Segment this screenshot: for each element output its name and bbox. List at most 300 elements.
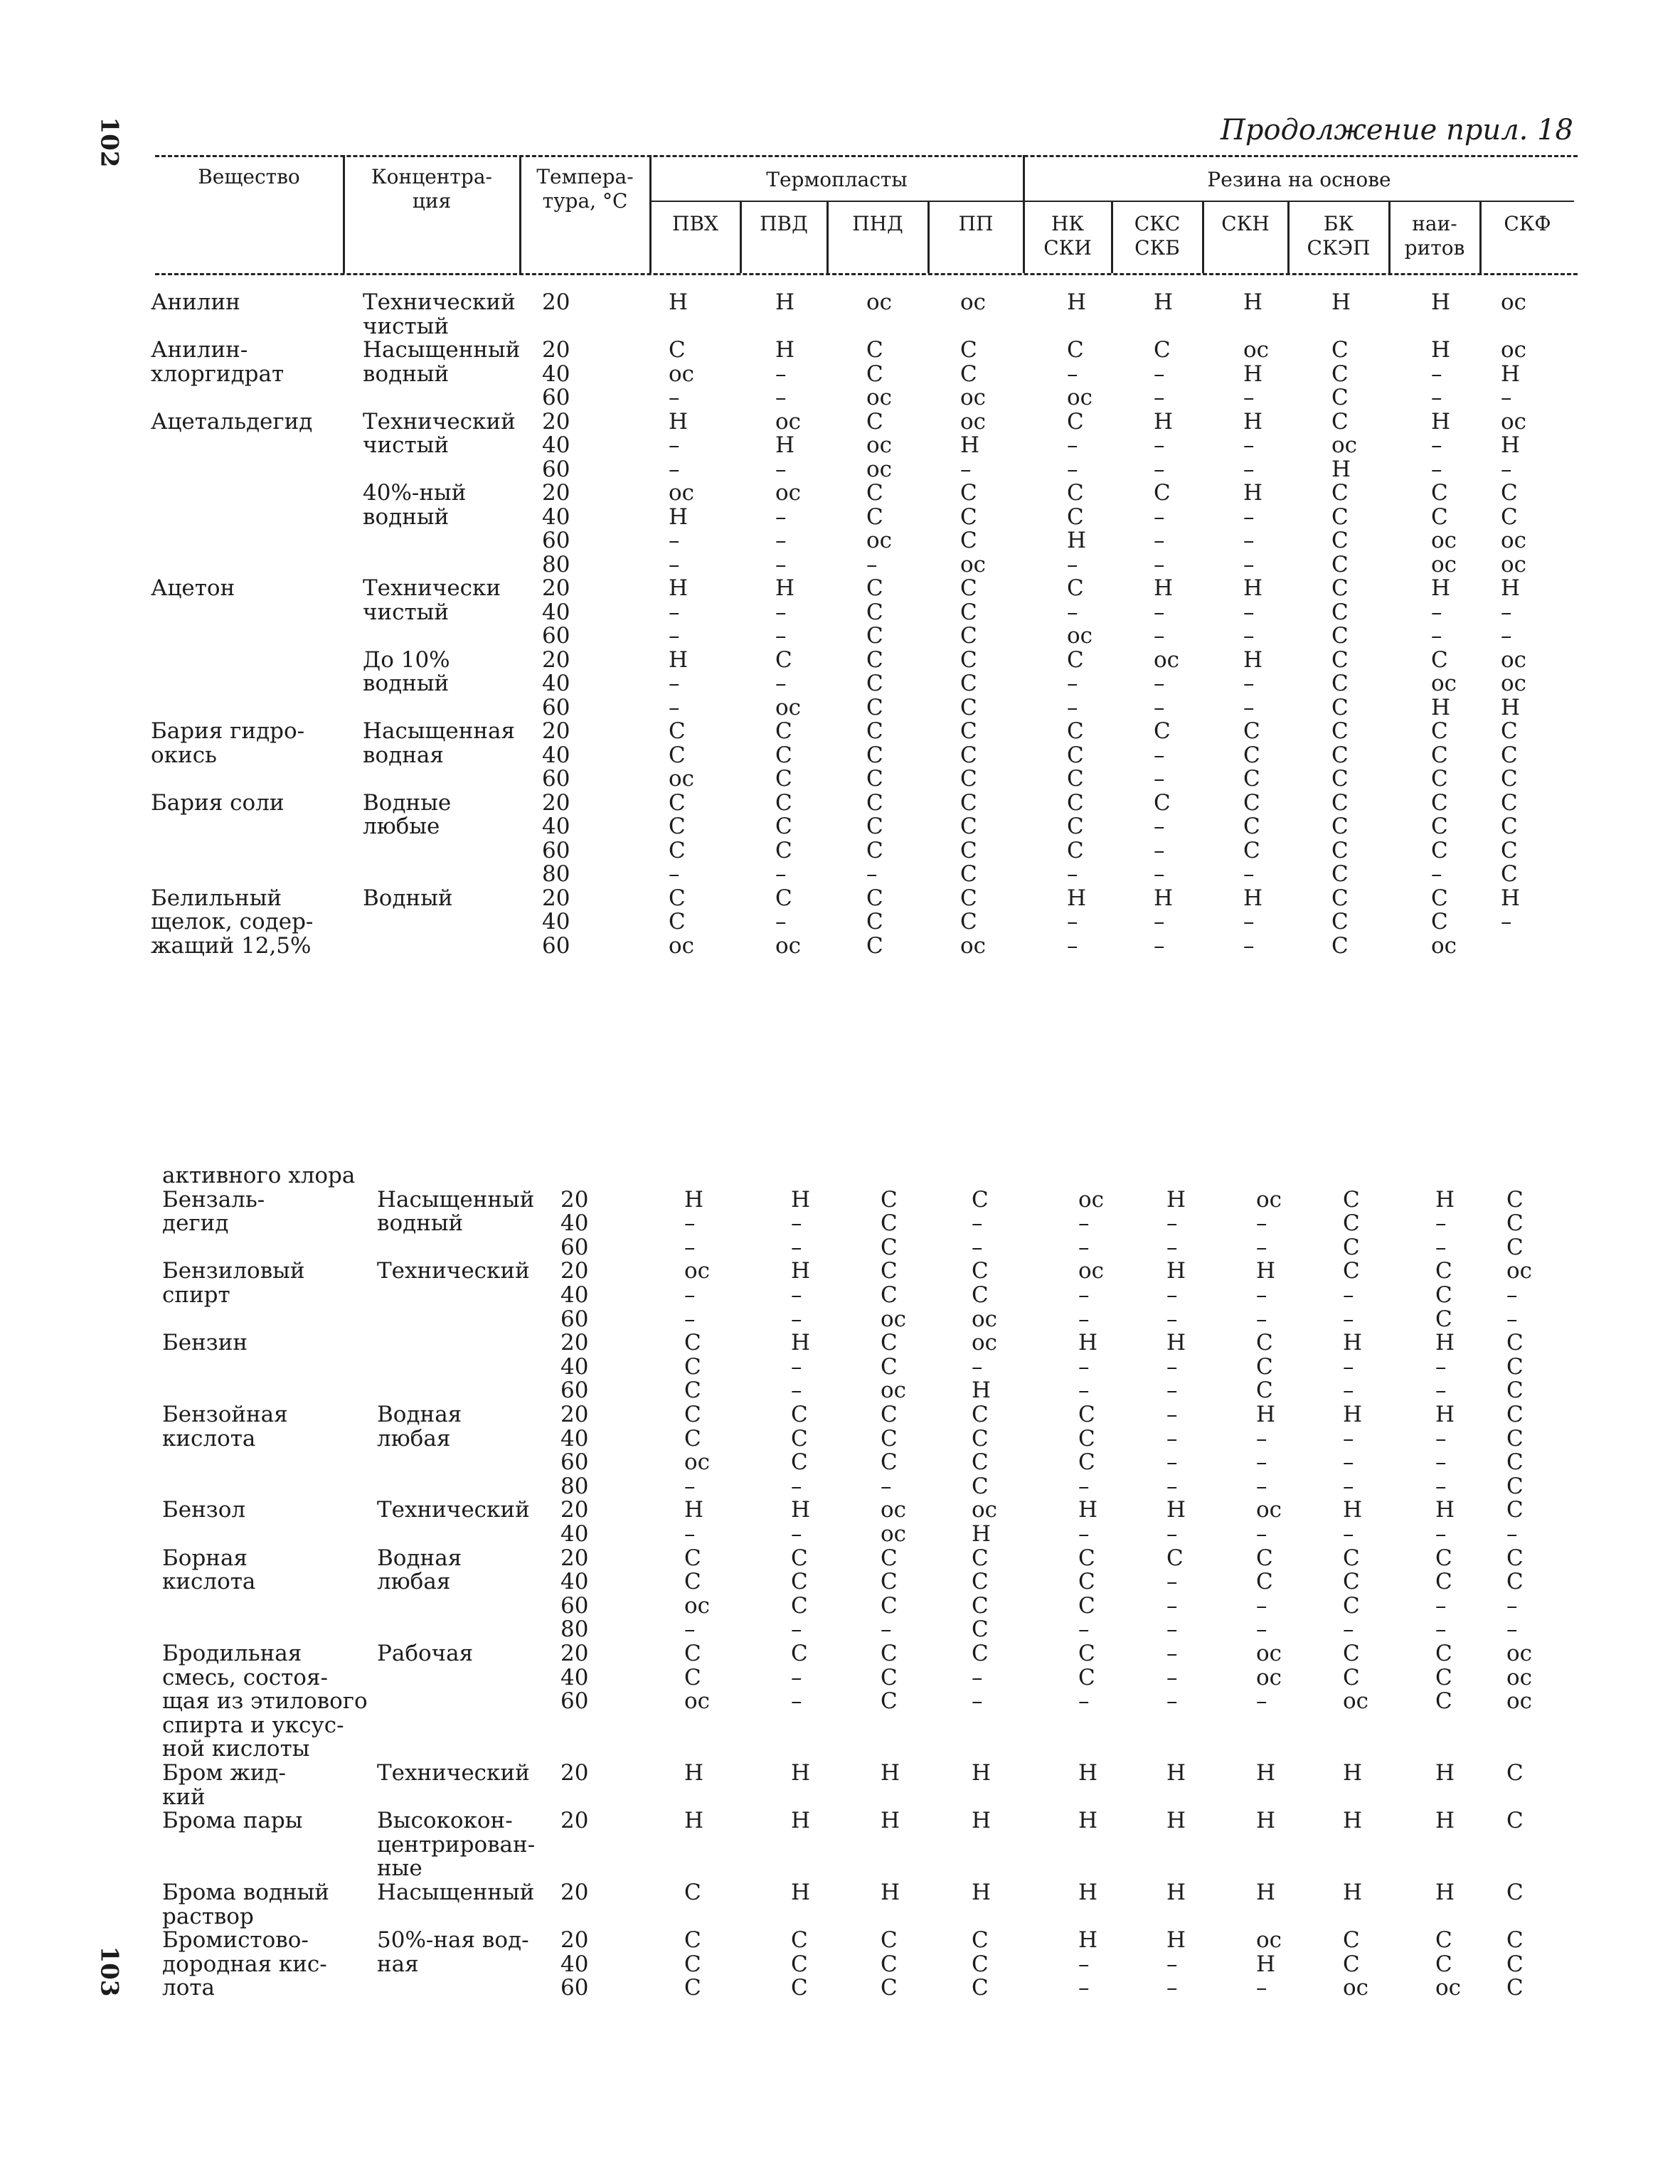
rating-cell: – <box>1067 932 1078 959</box>
rating-cell: С <box>775 742 792 768</box>
rating-cell: – <box>791 1306 802 1332</box>
table-row <box>0 1211 1680 1235</box>
concentration-cell: любая <box>377 1425 451 1451</box>
rating-cell: С <box>791 1592 808 1619</box>
rating-cell: С <box>669 885 686 911</box>
rating-cell: С <box>791 1569 808 1595</box>
rating-cell: – <box>1154 528 1165 553</box>
rating-cell: Н <box>881 1808 900 1834</box>
rating-cell: ос <box>1501 289 1527 315</box>
substance-cell: спирта и уксус- <box>162 1712 344 1738</box>
rating-cell: – <box>1343 1378 1354 1404</box>
rating-cell: С <box>960 623 977 649</box>
rating-cell: С <box>791 1402 808 1427</box>
rating-cell: С <box>1506 1951 1524 1977</box>
rating-cell: С <box>1243 742 1260 768</box>
header-bottom-rule <box>155 273 1578 275</box>
rating-cell: С <box>1506 1808 1524 1834</box>
rating-cell: ос <box>866 528 893 553</box>
rating-cell: С <box>775 718 792 744</box>
rating-cell: – <box>1166 1473 1178 1499</box>
table-row <box>0 1307 1680 1331</box>
rating-cell: – <box>684 1616 696 1643</box>
rating-cell: С <box>1331 575 1349 601</box>
substance-cell: Белильный <box>151 885 282 911</box>
substance-cell: кислота <box>162 1569 256 1595</box>
header-col-pvd: ПВД <box>760 212 808 235</box>
concentration-cell: Технически <box>363 575 501 601</box>
rating-cell: С <box>684 1927 701 1954</box>
rating-cell: – <box>1078 1688 1090 1715</box>
rating-cell: С <box>1154 480 1171 506</box>
rating-cell: С <box>1331 623 1349 649</box>
table-row <box>0 410 1680 434</box>
rating-cell: ос <box>881 1521 907 1547</box>
rating-cell: С <box>1501 742 1518 768</box>
rating-cell: – <box>1343 1306 1354 1332</box>
temperature-cell: 40 <box>542 361 570 387</box>
rating-cell: – <box>1166 1641 1178 1666</box>
rating-cell: – <box>1154 766 1165 792</box>
rating-cell: С <box>1256 1353 1273 1380</box>
substance-cell: активного хлора <box>162 1163 356 1188</box>
rating-cell: – <box>775 385 787 410</box>
substance-cell: Бродильная <box>162 1641 302 1666</box>
rating-cell: С <box>669 909 686 934</box>
rating-cell: С <box>1501 718 1518 744</box>
header-concentration: Концентра- ция <box>371 165 492 213</box>
rating-cell: – <box>972 1234 983 1260</box>
rating-cell: – <box>1343 1425 1354 1451</box>
table-row <box>0 1427 1680 1451</box>
rating-cell: Н <box>1166 1760 1186 1786</box>
rating-cell: Н <box>791 1186 811 1213</box>
rating-cell: С <box>1435 1951 1452 1977</box>
rating-cell: ос <box>1501 551 1527 577</box>
temperature-cell: 20 <box>542 575 570 601</box>
rating-cell: – <box>1154 551 1165 577</box>
rating-cell: С <box>1067 837 1084 863</box>
table-row <box>0 1905 1680 1929</box>
rating-cell: – <box>1166 1975 1178 2001</box>
rating-cell: С <box>1067 337 1084 363</box>
rating-cell: С <box>972 1425 989 1451</box>
rating-cell: С <box>1431 909 1448 934</box>
table-row <box>0 576 1680 600</box>
rating-cell: С <box>866 885 883 911</box>
temperature-cell: 40 <box>560 1210 589 1237</box>
rating-cell: С <box>1331 528 1349 553</box>
rating-cell: ос <box>1501 528 1527 553</box>
rating-cell: С <box>669 837 686 863</box>
rating-cell: – <box>1154 861 1165 887</box>
rating-cell: Н <box>1343 1880 1363 1905</box>
rating-cell: С <box>1331 361 1349 387</box>
temperature-cell: 40 <box>560 1951 589 1977</box>
table-row <box>0 1331 1680 1355</box>
substance-cell: щая из этилового <box>162 1688 368 1715</box>
rating-cell: – <box>1154 504 1165 530</box>
rating-cell: С <box>960 575 977 601</box>
rating-cell: С <box>791 1951 808 1977</box>
rating-cell: Н <box>1435 1808 1455 1834</box>
rating-cell: С <box>960 766 977 792</box>
rating-cell: Н <box>972 1880 991 1905</box>
rating-cell: С <box>1331 408 1349 435</box>
rating-cell: С <box>1331 885 1349 911</box>
rating-cell: Н <box>1166 1186 1186 1213</box>
rating-cell: – <box>1078 1210 1090 1237</box>
rating-cell: Н <box>1154 575 1174 601</box>
rating-cell: Н <box>1501 885 1521 911</box>
rating-cell: ос <box>669 932 695 959</box>
rating-cell: С <box>1435 1258 1452 1284</box>
concentration-cell: Водный <box>363 885 453 911</box>
rating-cell: – <box>669 528 680 553</box>
rating-cell: ос <box>1343 1688 1369 1715</box>
rating-cell: С <box>960 718 977 744</box>
rating-cell: ос <box>881 1306 907 1332</box>
rating-cell: Н <box>1435 1880 1455 1905</box>
rating-cell: С <box>881 1353 898 1380</box>
rating-cell: – <box>1078 1306 1090 1332</box>
rating-cell: Н <box>1435 1497 1455 1523</box>
rating-cell: С <box>1435 1927 1452 1954</box>
rating-cell: С <box>972 1402 989 1427</box>
substance-cell: Ацетальдегид <box>151 408 313 435</box>
rating-cell: Н <box>1343 1330 1363 1356</box>
rating-cell: – <box>1166 1569 1178 1595</box>
rating-cell: – <box>1506 1282 1518 1308</box>
rating-cell: С <box>972 1569 989 1595</box>
rating-cell: С <box>881 1688 898 1715</box>
rating-cell: – <box>791 1353 802 1380</box>
temperature-cell: 60 <box>542 623 570 649</box>
rating-cell: – <box>1166 1282 1178 1308</box>
rating-cell: – <box>1435 1521 1447 1547</box>
table-row <box>0 1809 1680 1833</box>
rating-cell: – <box>1154 909 1165 934</box>
table-row <box>0 1928 1680 1952</box>
rating-cell: – <box>775 861 787 887</box>
rating-cell: С <box>1343 1592 1360 1619</box>
rating-cell: – <box>1154 932 1165 959</box>
rating-cell: С <box>881 1330 898 1356</box>
rating-cell: С <box>1431 885 1448 911</box>
rating-cell: ос <box>1506 1641 1533 1666</box>
rating-cell: ос <box>684 1258 711 1284</box>
table-row <box>0 481 1680 505</box>
rating-cell: С <box>866 671 883 696</box>
rating-cell: – <box>1243 671 1255 696</box>
rating-cell: С <box>972 1258 989 1284</box>
rating-cell: С <box>775 814 792 839</box>
rating-cell: С <box>960 528 977 553</box>
rating-cell: С <box>775 885 792 911</box>
rating-cell: – <box>1256 1592 1267 1619</box>
rating-cell: ос <box>960 385 987 410</box>
rating-cell: С <box>1501 814 1518 839</box>
concentration-cell: Технический <box>377 1497 530 1523</box>
rating-cell: С <box>1506 1330 1524 1356</box>
rating-cell: – <box>684 1282 696 1308</box>
temperature-cell: 20 <box>560 1186 589 1213</box>
rating-cell: С <box>1067 408 1084 435</box>
rating-cell: – <box>1243 623 1255 649</box>
rating-cell: Н <box>1256 1402 1276 1427</box>
substance-cell: Бензаль- <box>162 1186 265 1213</box>
rating-cell: Н <box>1243 289 1263 315</box>
table-row <box>0 1474 1680 1498</box>
rating-cell: Н <box>881 1880 900 1905</box>
rating-cell: Н <box>684 1808 704 1834</box>
rating-cell: Н <box>775 289 795 315</box>
rating-cell: С <box>1067 480 1084 506</box>
table-row <box>0 1163 1680 1188</box>
rating-cell: С <box>960 361 977 387</box>
temperature-cell: 60 <box>560 1688 589 1715</box>
rating-cell: С <box>1078 1664 1095 1690</box>
rating-cell: Н <box>1243 480 1263 506</box>
concentration-cell: ная <box>377 1951 419 1977</box>
table-row <box>0 1761 1680 1785</box>
rating-cell: С <box>1154 337 1171 363</box>
rating-cell: – <box>791 1282 802 1308</box>
rating-cell: – <box>1243 909 1255 934</box>
rating-cell: С <box>881 1641 898 1666</box>
rating-cell: – <box>791 1473 802 1499</box>
rating-cell: – <box>1506 1521 1518 1547</box>
rating-cell: Н <box>1154 289 1174 315</box>
concentration-cell: Высококон- <box>377 1808 513 1834</box>
rating-cell: С <box>1256 1378 1273 1404</box>
rating-cell: С <box>1067 814 1084 839</box>
rating-cell: – <box>1166 1951 1178 1977</box>
rating-cell: С <box>1331 932 1349 959</box>
rating-cell: – <box>791 1234 802 1260</box>
rating-cell: Н <box>1501 694 1521 720</box>
table-row <box>0 290 1680 314</box>
rating-cell: – <box>791 1378 802 1404</box>
temperature-cell: 20 <box>560 1497 589 1523</box>
rating-cell: Н <box>1166 1497 1186 1523</box>
rating-cell: С <box>1435 1282 1452 1308</box>
substance-cell: спирт <box>162 1282 230 1308</box>
rating-cell: – <box>1067 456 1078 482</box>
table-row <box>0 886 1680 910</box>
rating-cell: ос <box>1067 623 1093 649</box>
rating-cell: Н <box>791 1760 811 1786</box>
temperature-cell: 20 <box>542 289 570 315</box>
temperature-cell: 20 <box>560 1545 589 1571</box>
rating-cell: С <box>960 504 977 530</box>
table-row <box>0 1378 1680 1402</box>
substance-cell: лота <box>162 1975 215 2001</box>
rating-cell: Н <box>1501 432 1521 458</box>
rating-cell: С <box>1343 1641 1360 1666</box>
table-row <box>0 1856 1680 1880</box>
rating-cell: С <box>1256 1545 1273 1571</box>
rating-cell: Н <box>1331 456 1351 482</box>
rating-cell: С <box>684 1880 701 1905</box>
rating-cell: С <box>1331 504 1349 530</box>
rating-cell: Н <box>684 1497 704 1523</box>
rating-cell: С <box>1243 837 1260 863</box>
rating-cell: – <box>1506 1306 1518 1332</box>
rating-cell: Н <box>1154 885 1174 911</box>
rating-cell: – <box>1067 361 1078 387</box>
rating-cell: ос <box>1501 408 1527 435</box>
rating-cell: – <box>1154 385 1165 410</box>
rating-cell: – <box>1435 1234 1447 1260</box>
rating-cell: – <box>1501 623 1512 649</box>
rating-cell: Н <box>791 1330 811 1356</box>
rating-cell: – <box>1078 1975 1090 2001</box>
rating-cell: С <box>972 1927 989 1954</box>
rating-cell: С <box>866 909 883 934</box>
rating-cell: С <box>960 646 977 673</box>
rating-cell: С <box>1078 1569 1095 1595</box>
rating-cell: С <box>1078 1545 1095 1571</box>
temperature-cell: 80 <box>560 1616 589 1643</box>
rating-cell: С <box>866 766 883 792</box>
table-row <box>0 719 1680 743</box>
temperature-cell: 40 <box>560 1282 589 1308</box>
rating-cell: С <box>960 837 977 863</box>
rating-cell: – <box>972 1688 983 1715</box>
rating-cell: С <box>1331 766 1349 792</box>
rating-cell: С <box>1506 1378 1524 1404</box>
rating-cell: – <box>1343 1449 1354 1476</box>
rating-cell: – <box>684 1306 696 1332</box>
table-row <box>0 1235 1680 1259</box>
rating-cell: – <box>1435 1378 1447 1404</box>
table-row <box>0 791 1680 815</box>
rating-cell: – <box>1431 861 1442 887</box>
substance-cell: Бензол <box>162 1497 246 1523</box>
rating-cell: – <box>669 599 680 625</box>
substance-cell: Брома водный <box>162 1880 329 1905</box>
rating-cell: – <box>1431 456 1442 482</box>
rating-cell: С <box>1431 646 1448 673</box>
substance-cell: кий <box>162 1784 206 1810</box>
header-col-pnd: ПНД <box>852 212 903 235</box>
rating-cell: – <box>1067 432 1078 458</box>
rating-cell: ос <box>1506 1664 1533 1690</box>
rating-cell: С <box>1343 1186 1360 1213</box>
rating-cell: С <box>881 1569 898 1595</box>
table-row <box>0 1976 1680 2000</box>
rating-cell: Н <box>1154 408 1174 435</box>
rating-cell: С <box>866 646 883 673</box>
rating-cell: – <box>791 1664 802 1690</box>
rating-cell: С <box>1435 1545 1452 1571</box>
rating-cell: С <box>1331 814 1349 839</box>
rating-cell: – <box>1154 432 1165 458</box>
rating-cell: – <box>791 1521 802 1547</box>
table-row <box>0 624 1680 648</box>
temperature-cell: 20 <box>542 718 570 744</box>
rating-cell: С <box>1078 1402 1095 1427</box>
temperature-cell: 40 <box>542 742 570 768</box>
rating-cell: – <box>1501 456 1512 482</box>
rating-cell: С <box>881 1592 898 1619</box>
rating-cell: С <box>866 575 883 601</box>
rating-cell: С <box>881 1425 898 1451</box>
rating-cell: С <box>866 337 883 363</box>
rating-cell: – <box>1067 551 1078 577</box>
rating-cell: – <box>775 623 787 649</box>
rating-cell: С <box>791 1425 808 1451</box>
rating-cell: – <box>881 1616 892 1643</box>
rating-cell: – <box>1501 599 1512 625</box>
rating-cell: С <box>960 885 977 911</box>
rating-cell: – <box>1435 1353 1447 1380</box>
page-number-top: 102 <box>95 117 124 168</box>
header-col-nk-ski: НК СКИ <box>1043 212 1092 260</box>
rating-cell: С <box>1435 1688 1452 1715</box>
rating-cell: ос <box>881 1497 907 1523</box>
temperature-cell: 20 <box>560 1641 589 1666</box>
rating-cell: – <box>775 504 787 530</box>
concentration-cell: Технический <box>363 408 516 435</box>
substance-cell: Бария гидро- <box>151 718 305 744</box>
rating-cell: Н <box>1343 1808 1363 1834</box>
table-row <box>0 648 1680 672</box>
rating-cell: – <box>1435 1210 1447 1237</box>
rating-cell: С <box>972 1545 989 1571</box>
table-row <box>0 1522 1680 1546</box>
rating-cell: С <box>684 1641 701 1666</box>
rating-cell: Н <box>1501 575 1521 601</box>
table-row <box>0 1713 1680 1737</box>
temperature-cell: 40 <box>542 671 570 696</box>
rating-cell: – <box>1166 1306 1178 1332</box>
rating-cell: С <box>960 814 977 839</box>
header-col-bk-skep: БК СКЭП <box>1307 212 1371 260</box>
rating-cell: – <box>1078 1473 1090 1499</box>
rating-cell: – <box>972 1353 983 1380</box>
rating-cell: С <box>1331 646 1349 673</box>
rating-cell: – <box>1067 861 1078 887</box>
rating-cell: С <box>1431 480 1448 506</box>
rating-cell: – <box>1431 361 1442 387</box>
rating-cell: С <box>1078 1425 1095 1451</box>
substance-cell: Бария соли <box>151 789 285 816</box>
concentration-cell: ные <box>377 1855 422 1882</box>
rating-cell: – <box>1078 1353 1090 1380</box>
temperature-cell: 60 <box>560 1449 589 1476</box>
temperature-cell: 20 <box>542 885 570 911</box>
rating-cell: С <box>1431 789 1448 816</box>
rating-cell: Н <box>1256 1760 1276 1786</box>
rating-cell: С <box>1343 1927 1360 1954</box>
rating-cell: – <box>1078 1951 1090 1977</box>
rating-cell: – <box>1154 814 1165 839</box>
rating-cell: – <box>1166 1353 1178 1380</box>
rating-cell: С <box>960 337 977 363</box>
rating-cell: Н <box>1501 361 1521 387</box>
rating-cell: Н <box>669 504 689 530</box>
rating-cell: – <box>669 694 680 720</box>
rating-cell: С <box>1343 1664 1360 1690</box>
table-row <box>0 1450 1680 1474</box>
rating-cell: С <box>791 1975 808 2001</box>
rating-cell: С <box>1331 551 1349 577</box>
rating-cell: – <box>775 361 787 387</box>
rating-cell: С <box>1331 909 1349 934</box>
header-col-sks-skb: СКС СКБ <box>1134 212 1181 260</box>
